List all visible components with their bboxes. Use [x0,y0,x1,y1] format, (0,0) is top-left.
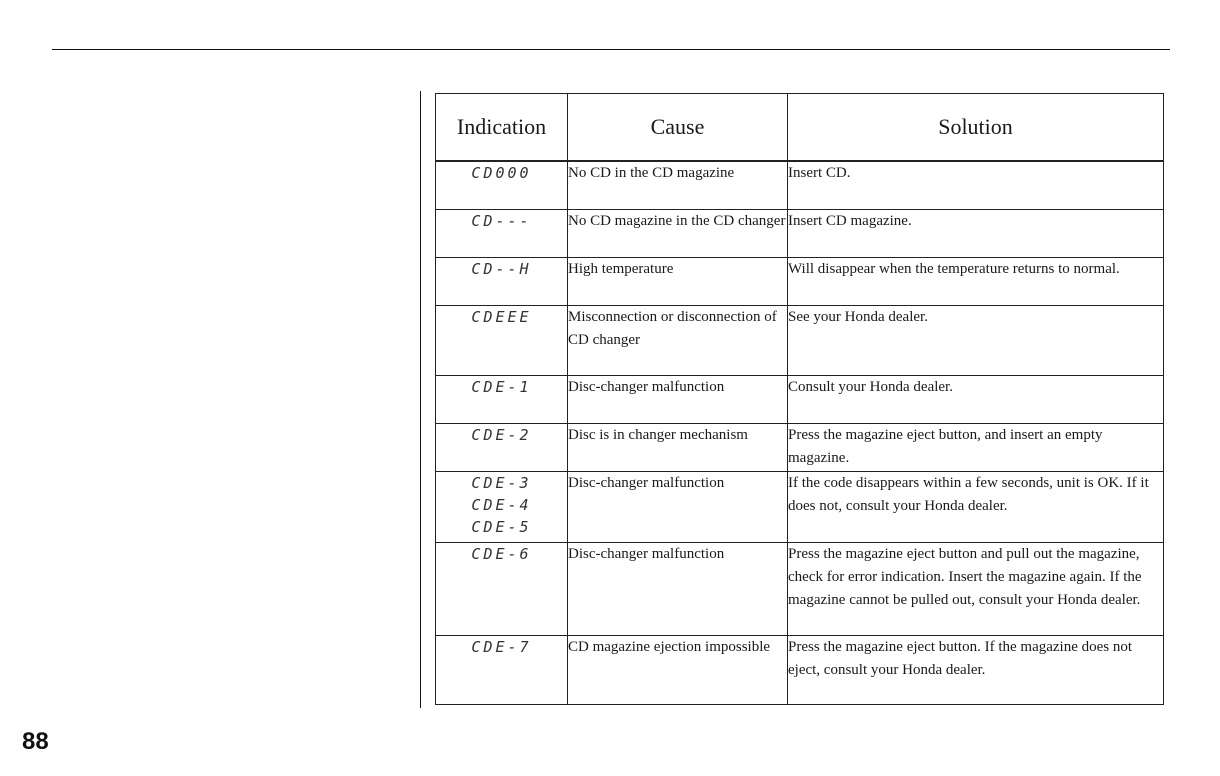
top-rule [52,49,1170,50]
indication-cell [436,258,568,306]
header-indication: Indication [436,94,568,162]
indication-code: CDE-1 [471,378,532,396]
indication-cell [436,636,568,705]
indication-cell [436,472,568,543]
cause-text: Disc-changer malfunction [568,546,725,562]
cause-cell [568,424,788,472]
solution-text: Consult your Honda dealer. [788,379,953,395]
cause-text: Disc-changer malfunction [568,475,725,491]
solution-cell [788,543,1164,636]
table-row [436,424,1164,472]
troubleshooting-table [435,93,1164,705]
solution-text: Press the magazine eject button, and insert an empty magazine. [788,427,1103,466]
indication-code: CDE-6 [471,545,532,563]
solution-text: If the code disappears within a few seconds, unit is OK. If it does not, consult your Honda dealer. [788,475,1149,514]
indication-code: CD--- [471,212,532,230]
indication-cell [436,543,568,636]
solution-text: Insert CD. [788,165,851,181]
solution-cell [788,376,1164,424]
cause-cell [568,376,788,424]
solution-text: Will disappear when the temperature returns to normal. [788,261,1120,277]
table-row [436,258,1164,306]
indication-code: CDE-7 [471,638,532,656]
indication-cell [436,210,568,258]
table-row [436,636,1164,705]
solution-text: Press the magazine eject button. If the magazine does not eject, consult your Honda dealer. [788,639,1133,678]
cause-cell [568,543,788,636]
cause-cell [568,636,788,705]
solution-text: Press the magazine eject button and pull out the magazine, check for error indication. Insert the magazine again. If the magazine cannot be pulled out, consult your Honda dealer. [788,546,1142,608]
solution-cell [788,424,1164,472]
cause-cell [568,210,788,258]
cause-text: Disc is in changer mechanism [568,427,748,443]
cause-text: Misconnection or disconnection of CD changer [568,309,777,348]
indication-cell [436,376,568,424]
solution-text: See your Honda dealer. [788,309,928,325]
cause-text: CD magazine ejection impossible [568,639,771,655]
indication-cell [436,161,568,210]
cause-cell [568,472,788,543]
solution-cell [788,306,1164,376]
solution-cell [788,636,1164,705]
table-row [436,472,1164,543]
indication-code: CDE-2 [471,426,532,444]
cause-cell [568,306,788,376]
header-cause: Cause [568,94,788,162]
page-number: 88 [22,728,49,755]
indication-code: CD000 [471,164,532,182]
solution-cell [788,258,1164,306]
solution-text: Insert CD magazine. [788,213,912,229]
solution-cell [788,161,1164,210]
table-header-row [436,94,1164,162]
cause-text: High temperature [568,261,674,277]
indication-cell [436,306,568,376]
margin-rule [420,91,421,708]
cause-text: No CD magazine in the CD changer [568,213,786,229]
table-row [436,306,1164,376]
cause-text: No CD in the CD magazine [568,165,735,181]
indication-code: CDE-4 [471,496,532,514]
table-row [436,376,1164,424]
cause-cell [568,258,788,306]
cause-text: Disc-changer malfunction [568,379,725,395]
cause-cell [568,161,788,210]
indication-code: CD--H [471,260,532,278]
table-row [436,161,1164,210]
indication-code: CDE-5 [471,518,532,536]
indication-code: CDE-3 [471,474,532,492]
header-solution: Solution [788,94,1164,162]
indication-code: CDEEE [471,308,532,326]
table-row [436,210,1164,258]
solution-cell [788,210,1164,258]
solution-cell [788,472,1164,543]
indication-cell [436,424,568,472]
table-row [436,543,1164,636]
